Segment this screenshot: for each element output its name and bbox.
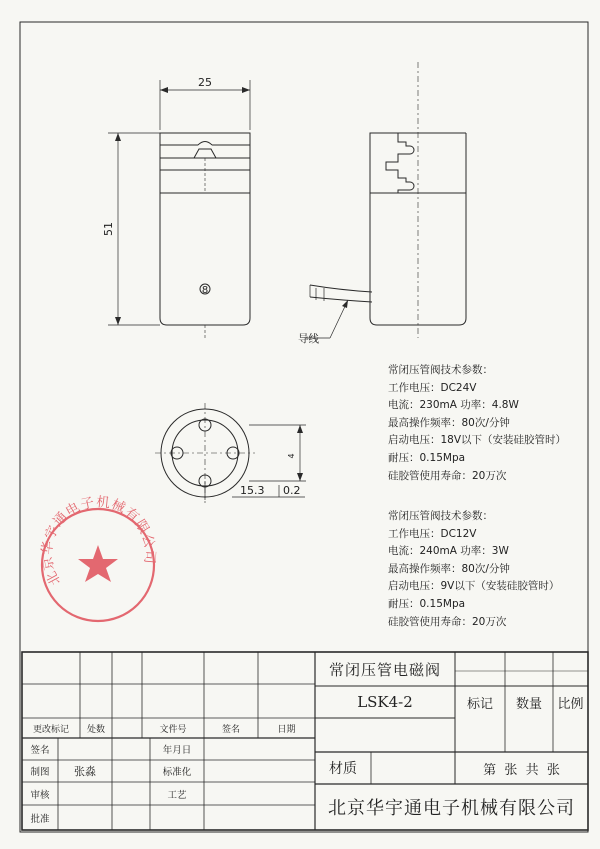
revision-sign-label: 签名 [221,724,240,735]
quantity-label: 数量 [515,696,542,712]
spec-title: 常闭压管阀技术参数： [388,364,493,376]
drawn-by-value: 张淼 [74,765,96,778]
drawn-label: 制图 [30,767,50,778]
standard-label: 标准化 [162,767,192,778]
dim-bottom-small-text: 0.2 [283,484,301,497]
spec-line: 硅胶管使用寿命：20万次 [388,469,507,482]
side-view [305,62,466,338]
revision-count-label: 处数 [86,724,105,735]
spec-line: 启动电压：9V以下（安装硅胶管时） [388,580,560,593]
spec-line: 最高操作频率：80次/分钟 [388,416,510,429]
stamp-star-icon [78,545,118,582]
spec-line: 工作电压：DC24V [388,381,477,394]
model-number: LSK4-2 [357,693,413,711]
company-stamp [38,493,158,621]
dim-height-text: 51 [102,222,115,236]
mark-label: 标记 [466,696,493,712]
hole-mark-text: 8 [201,285,209,296]
sheet-info: 第 张 共 张 [483,762,560,778]
dim-side-text: 4 [287,453,296,459]
spec-line: 耐压：0.15Mpa [388,451,466,464]
front-view [108,80,250,338]
spec-line: 工作电压：DC12V [388,527,477,540]
product-name: 常闭压管电磁阀 [328,660,441,679]
approve-label: 批准 [30,813,50,825]
date-label: 年月日 [162,745,192,756]
dim-width-text: 25 [198,76,212,89]
process-label: 工艺 [167,789,187,801]
spec-line: 电流：230mA 功率：4.8W [388,399,519,412]
company-name: 北京华宇通电子机械有限公司 [328,798,575,819]
scale-label: 比例 [557,696,584,712]
material-label: 材质 [329,761,357,777]
spec-line: 硅胶管使用寿命：20万次 [388,615,507,628]
revision-mark-label: 更改标记 [32,724,69,735]
dim-bottom-text: 15.3 [240,484,265,497]
wire-label: 导线 [298,333,319,345]
sign-label: 签名 [30,745,50,756]
spec-block-12v [388,508,559,631]
spec-block-24v [388,362,566,485]
spec-line: 启动电压：18V以下（安装硅胶管时） [388,434,567,447]
spec-line: 耐压：0.15Mpa [388,597,466,610]
spec-title: 常闭压管阀技术参数： [388,510,493,522]
review-label: 审核 [30,789,50,801]
spec-line: 最高操作频率：80次/分钟 [388,562,510,575]
stamp-text: 北京华宇通电子机械有限公司 [39,494,158,588]
spec-line: 电流：240mA 功率：3W [388,545,509,558]
revision-date-label: 日期 [277,724,296,735]
revision-docno-label: 文件号 [159,724,187,735]
